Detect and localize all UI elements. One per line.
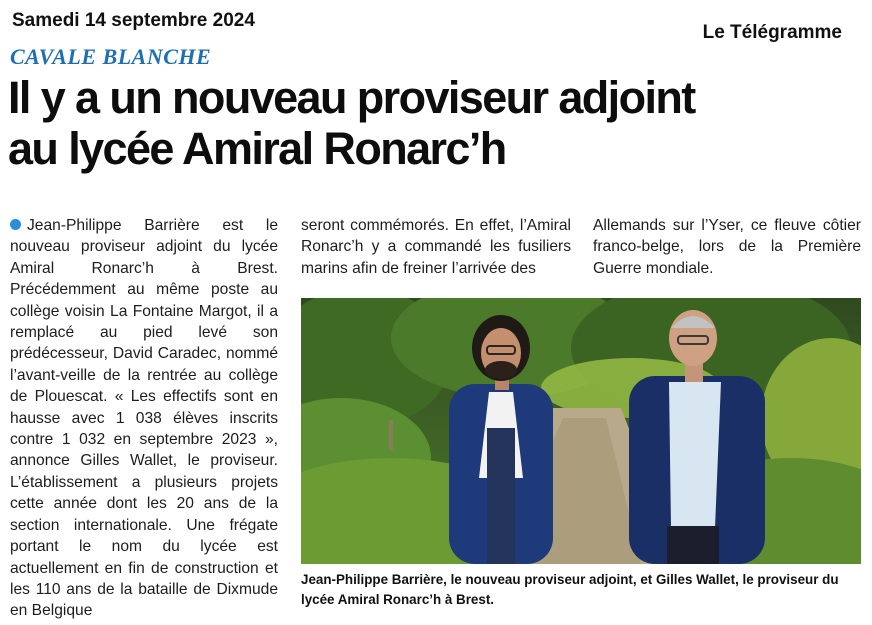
headline-line-2: au lycée Amiral Ronarc’h [8,123,506,174]
article-headline [8,72,868,174]
article-column-1 [10,215,278,622]
publication-date: Samedi 14 septembre 2024 [12,10,255,31]
article-kicker: CAVALE BLANCHE [10,44,212,69]
photo-caption: Jean-Philippe Barrière, le nouveau proviseur adjoint, et Gilles Wallet, le proviseur du lycée Amiral Ronarc’h à Brest. [301,572,839,607]
newspaper-name: Le Télégramme [702,22,842,43]
column-1-text: Jean-Philippe Barrière est le nouveau proviseur adjoint du lycée Amiral Ronarc’h à Brest. Précédemment au même poste au collège voisin La Fontaine Margot, il a remplacé au pied levé son prédécesseur, David Caradec, nommé l’avant-veille de la rentrée au collège de Plouescat. « Les effectifs sont en hausse avec 1 038 élèves inscrits contre 1 032 en septembre 2023 », annonce Gilles Wallet, le proviseur. L’établissement a plusieurs projets cette année dont les 20 ans de la section internationale. Une frégate portant le nom du lycée est actuellement en fin de construction et les 110 ans de la bataille de Dixmude en Belgique [10,217,278,620]
article-photo [301,298,861,564]
column-2-text: seront commémorés. En effet, l’Amiral Ronarc’h y a commandé les fusiliers marins afin de freiner l’arrivée des [301,217,571,277]
column-3-text: Allemands sur l’Yser, ce fleuve côtier franco-belge, lors de la Première Guerre mondiale. [593,217,861,277]
article-column-3 [593,215,861,279]
fence-post [389,420,393,450]
article-column-2 [301,215,571,279]
headline-line-1: Il y a un nouveau proviseur adjoint [8,72,695,123]
bullet-dot-icon [10,219,21,230]
photo-illustration [301,298,861,564]
